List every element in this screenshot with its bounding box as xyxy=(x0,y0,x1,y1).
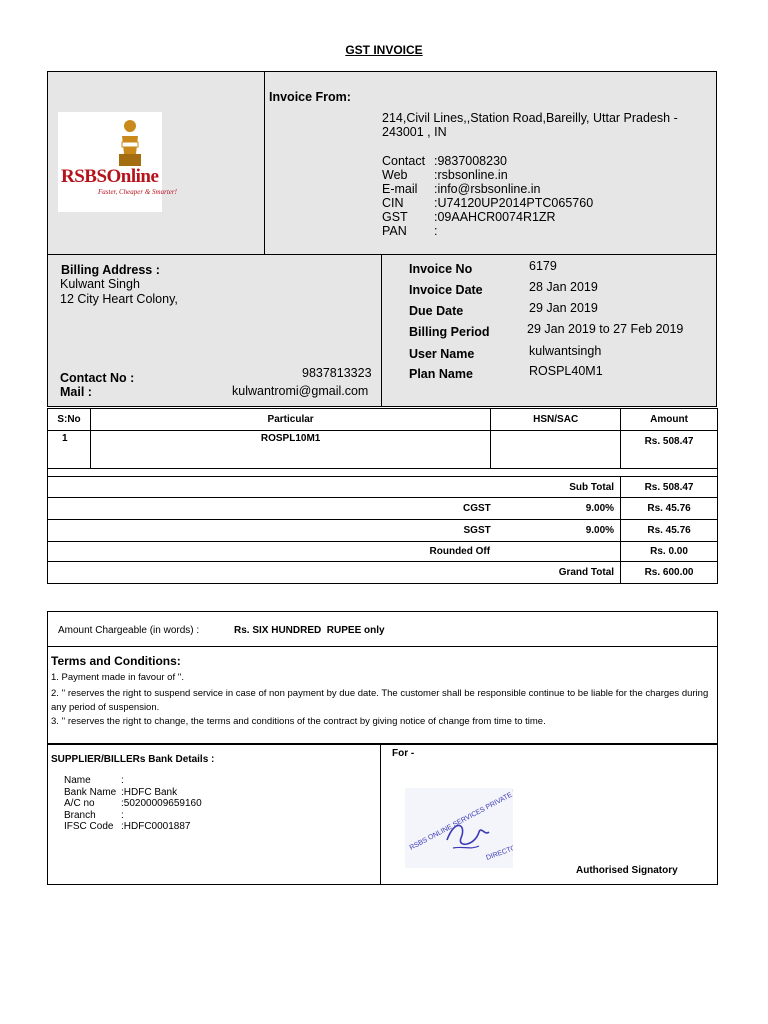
cgst-label: CGST xyxy=(48,498,491,520)
mail-value: kulwantromi@gmail.com xyxy=(232,384,369,398)
company-detail-row xyxy=(382,210,593,224)
logo-tagline: Faster, Cheaper & Smarter! xyxy=(98,188,177,196)
bank-detail-value: : xyxy=(121,809,124,821)
company-detail-value: :rsbsonline.in xyxy=(434,168,508,182)
bank-detail-row xyxy=(64,810,202,822)
grand-total-row xyxy=(48,562,718,584)
rounded-off-row xyxy=(48,542,718,562)
invoice-field-label: Plan Name xyxy=(409,367,473,381)
company-detail-key: Contact xyxy=(382,154,426,168)
sgst-rate: 9.00% xyxy=(491,520,621,542)
logo-brand: RSBSOnline xyxy=(61,166,159,187)
terms-box xyxy=(47,611,718,885)
bank-detail-key: Bank Name xyxy=(64,786,117,798)
sgst-row xyxy=(48,520,718,542)
invoice-field-value: 6179 xyxy=(529,259,557,273)
company-detail-row xyxy=(382,154,593,168)
company-details xyxy=(382,154,593,238)
stamp-text: RSBS ONLINE SERVICES PRIVATE xyxy=(408,791,513,852)
cgst-row xyxy=(48,498,718,520)
bank-detail-key: Branch xyxy=(64,809,96,821)
customer-address: 12 City Heart Colony, xyxy=(60,292,178,306)
header-hsn: HSN/SAC xyxy=(491,409,621,431)
company-detail-value: :09AAHCR0074R1ZR xyxy=(434,210,556,224)
authorised-signatory: Authorised Signatory xyxy=(576,865,678,876)
invoice-field-value: kulwantsingh xyxy=(529,344,602,358)
cgst-value: Rs. 45.76 xyxy=(621,498,718,520)
invoice-field-label: Invoice Date xyxy=(409,283,483,297)
cgst-rate: 9.00% xyxy=(491,498,621,520)
bank-detail-key: A/C no xyxy=(64,798,95,809)
bank-detail-value: :50200009659160 xyxy=(121,798,202,809)
company-detail-value: :info@rsbsonline.in xyxy=(434,182,541,196)
company-address: 214,Civil Lines,,Station Road,Bareilly, Uttar Pradesh - 243001 , IN xyxy=(382,111,678,139)
invoice-field-value: 28 Jan 2019 xyxy=(529,280,598,294)
company-stamp xyxy=(405,788,513,868)
mail-label: Mail : xyxy=(60,385,92,399)
company-detail-row xyxy=(382,224,593,238)
terms-line-1: 1. Payment made in favour of ''. xyxy=(51,672,184,683)
sgst-value: Rs. 45.76 xyxy=(621,520,718,542)
bank-detail-row xyxy=(64,798,202,810)
company-detail-key: GST xyxy=(382,210,408,224)
bank-detail-key: IFSC Code xyxy=(64,821,114,832)
invoice-field-value: 29 Jan 2019 xyxy=(529,301,598,315)
subtotal-value: Rs. 508.47 xyxy=(621,477,718,498)
subtotal-label: Sub Total xyxy=(48,477,621,498)
stamp-graphic xyxy=(405,788,513,868)
row-amount: Rs. 508.47 xyxy=(621,431,718,469)
header-sno: S:No xyxy=(48,409,91,431)
header-amount: Amount xyxy=(621,409,718,431)
row-hsn xyxy=(491,431,621,469)
invoice-field-label: Due Date xyxy=(409,304,464,318)
sgst-label: SGST xyxy=(48,520,491,542)
company-detail-key: PAN xyxy=(382,224,407,238)
company-detail-row xyxy=(382,182,593,196)
rounded-off-label: Rounded Off xyxy=(48,542,621,562)
company-detail-row xyxy=(382,168,593,182)
logo-graphic xyxy=(58,112,162,212)
invoice-field-value: ROSPL40M1 xyxy=(529,364,603,378)
table-row xyxy=(48,431,718,469)
table-header-row xyxy=(48,409,718,431)
invoice-field-label: Billing Period xyxy=(409,325,490,339)
invoice-field-label: User Name xyxy=(409,347,475,361)
company-logo xyxy=(58,112,177,212)
divider xyxy=(47,646,718,647)
divider xyxy=(380,744,381,885)
bank-detail-row xyxy=(64,787,202,799)
terms-title: Terms and Conditions: xyxy=(51,654,181,668)
bank-detail-value: :HDFC Bank xyxy=(121,786,178,798)
contact-no-label: Contact No : xyxy=(60,371,135,385)
company-detail-value: :U74120UP2014PTC065760 xyxy=(434,196,594,210)
subtotal-row xyxy=(48,477,718,498)
bank-detail-key: Name xyxy=(64,775,91,786)
terms-line-2: 2. '' reserves the right to suspend service in case of non payment by due date. The customer shall be responsible continue to be liable for the charges during any period of suspension. xyxy=(51,688,709,713)
divider xyxy=(47,743,718,745)
company-detail-key: Web xyxy=(382,168,408,182)
bank-details-title: SUPPLIER/BILLERs Bank Details : xyxy=(51,754,215,765)
grand-total-label: Grand Total xyxy=(48,562,621,584)
invoice-from-label: Invoice From: xyxy=(269,90,351,104)
grand-total-value: Rs. 600.00 xyxy=(621,562,718,584)
page-title: GST INVOICE xyxy=(345,43,423,57)
bank-detail-row xyxy=(64,821,202,833)
items-table xyxy=(47,408,718,584)
header-particular: Particular xyxy=(90,409,490,431)
stamp-role: DIRECTOR xyxy=(485,842,513,862)
rounded-off-value: Rs. 0.00 xyxy=(621,542,718,562)
company-detail-row xyxy=(382,196,593,210)
company-detail-value: : xyxy=(434,224,438,238)
row-sno: 1 xyxy=(48,431,91,469)
contact-no-value: 9837813323 xyxy=(302,366,372,380)
customer-name: Kulwant Singh xyxy=(60,277,140,291)
amount-words-label: Amount Chargeable (in words) : xyxy=(58,625,200,636)
row-particular: ROSPL10M1 xyxy=(90,431,490,469)
invoice-field-label: Invoice No xyxy=(409,262,473,276)
for-label: For - xyxy=(392,748,415,759)
bank-details-list xyxy=(64,775,202,833)
company-detail-value: :9837008230 xyxy=(434,154,507,168)
company-detail-key: E-mail xyxy=(382,182,418,196)
company-detail-key: CIN xyxy=(382,196,404,210)
bank-detail-value: :HDFC0001887 xyxy=(121,821,191,832)
terms-line-3: 3. '' reserves the right to change, the terms and conditions of the contract by giving notice of change from time to time. xyxy=(51,716,546,727)
billing-address-label: Billing Address : xyxy=(61,263,160,277)
bank-detail-value: : xyxy=(121,775,124,786)
amount-words-value: Rs. SIX HUNDRED RUPEE only xyxy=(234,625,385,636)
bank-detail-row xyxy=(64,775,202,787)
invoice-field-value: 29 Jan 2019 to 27 Feb 2019 xyxy=(527,322,684,336)
